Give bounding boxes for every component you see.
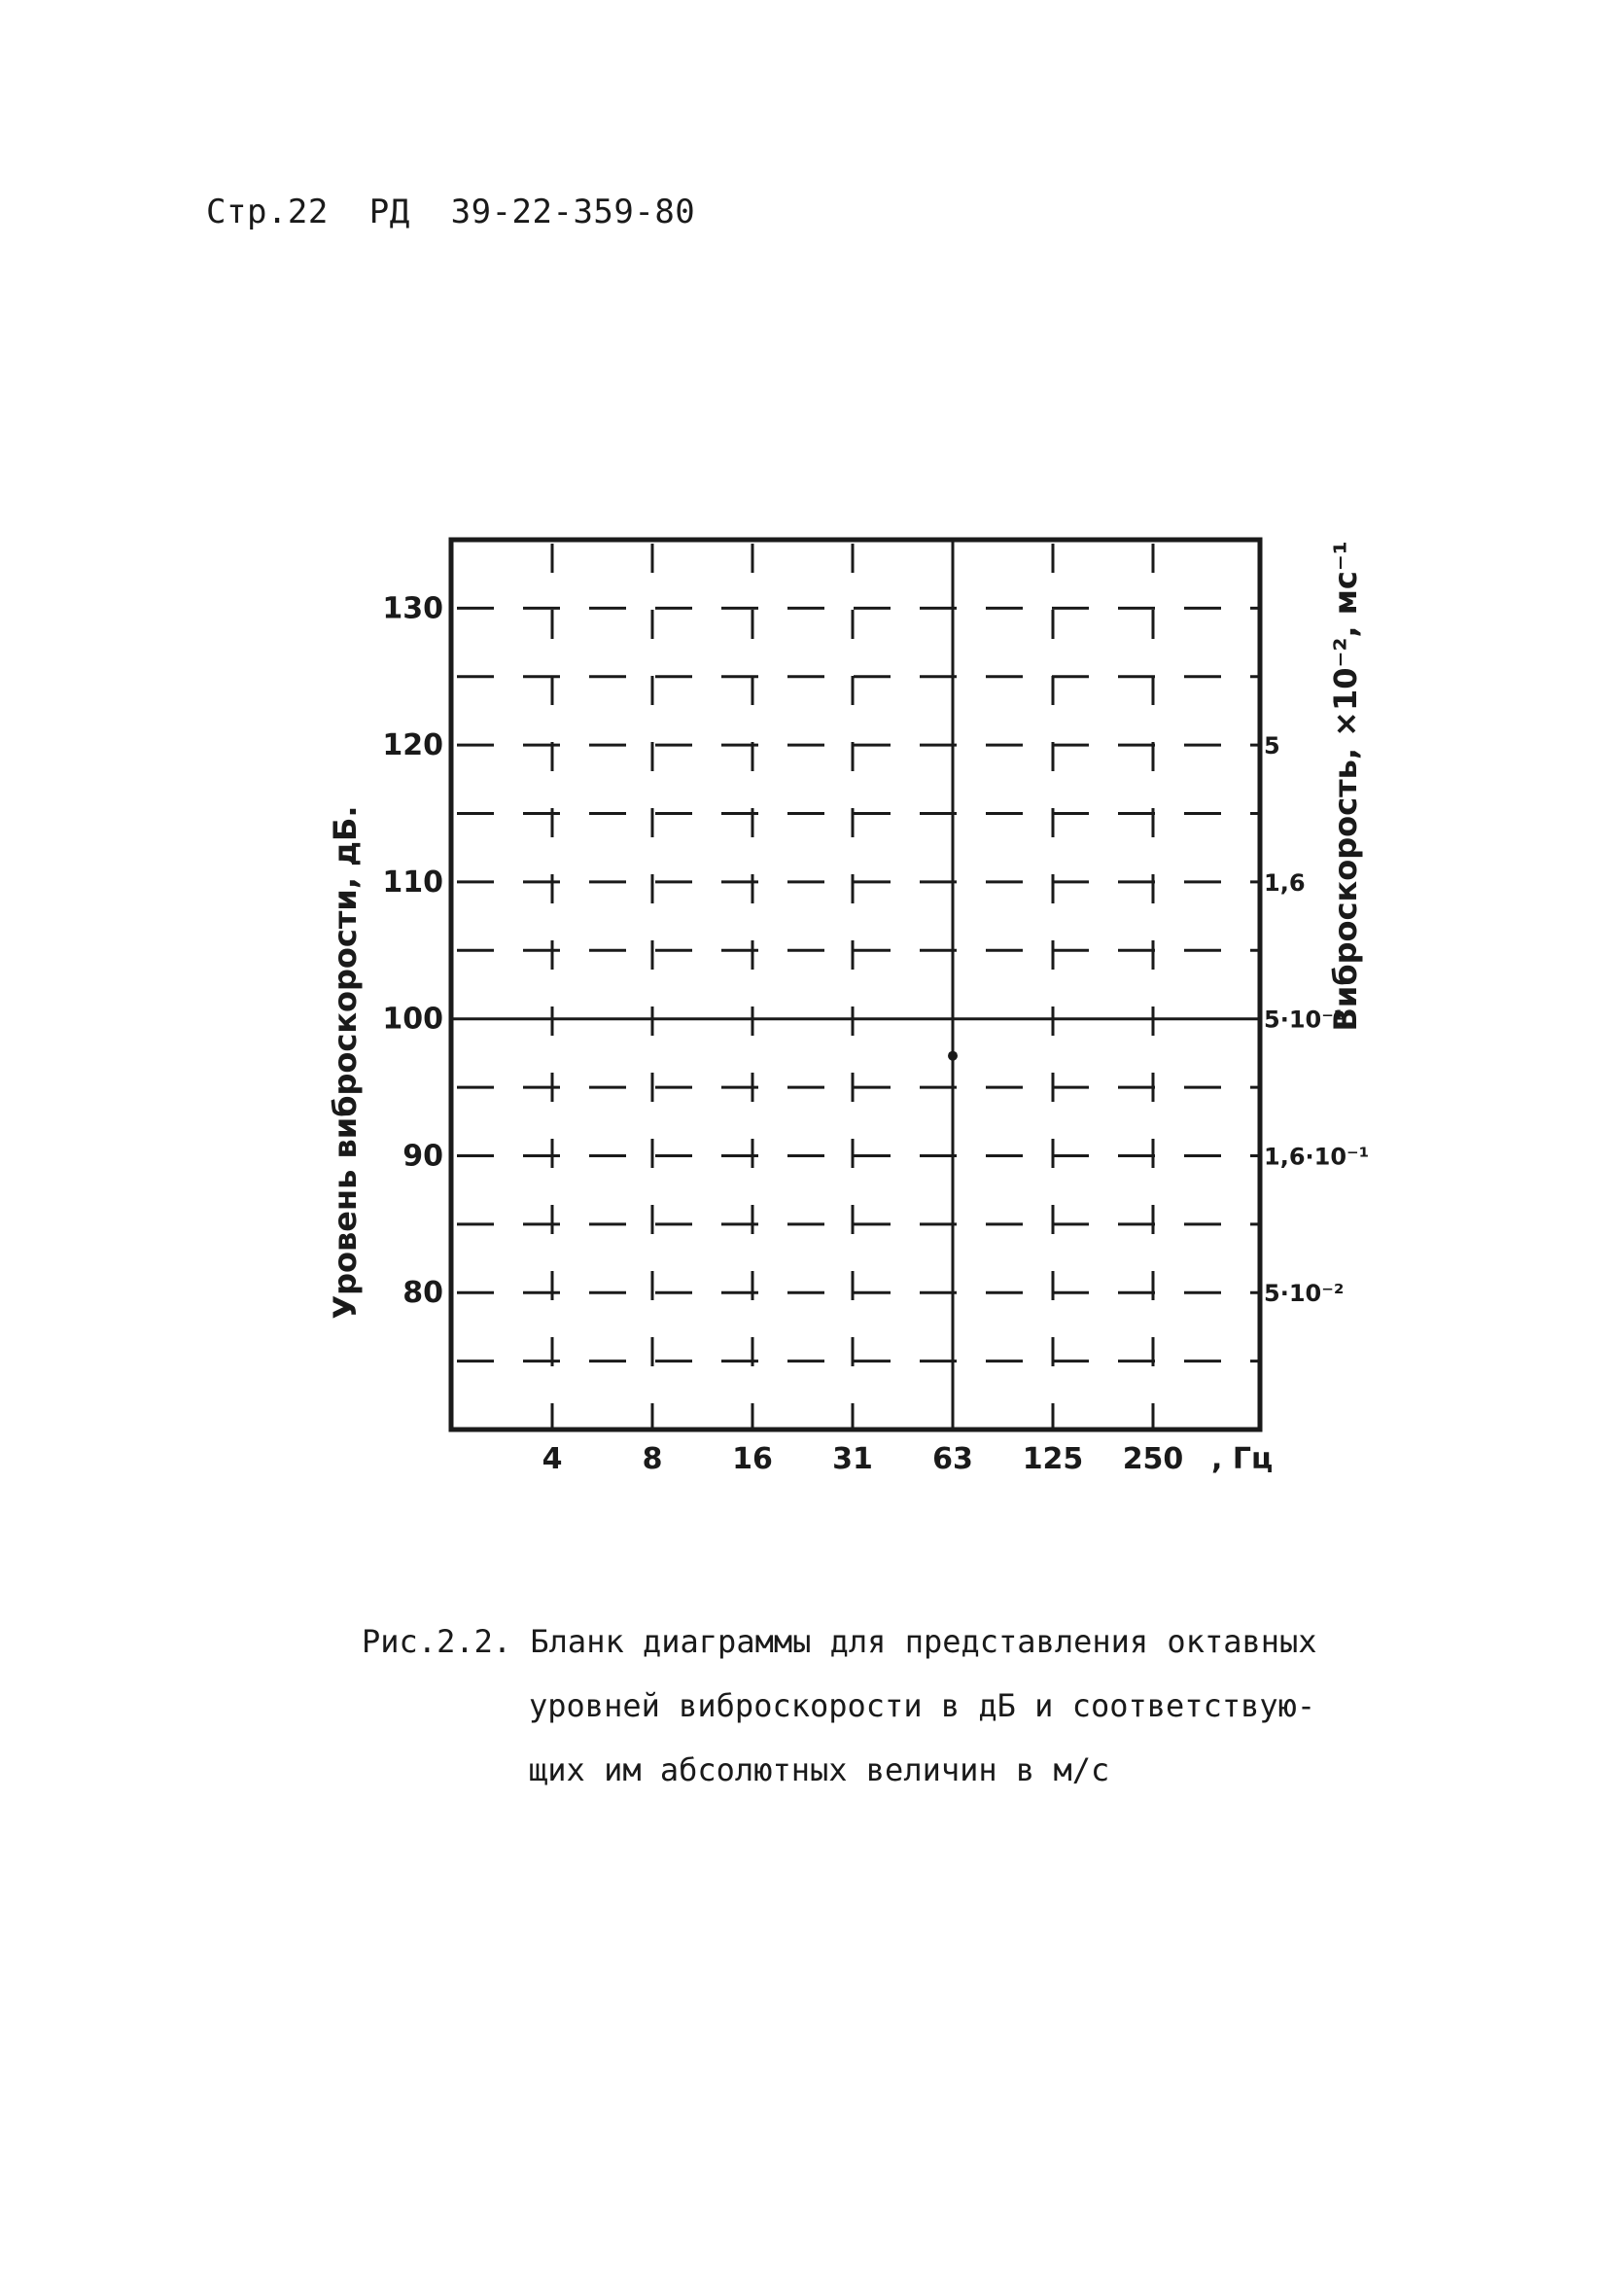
y-tick-label: 130 bbox=[382, 591, 443, 626]
reference-dot bbox=[948, 1051, 958, 1061]
figure-caption bbox=[362, 1609, 1353, 1802]
x-tick-label: 125 bbox=[1022, 1442, 1084, 1476]
vertical-gridlines bbox=[552, 540, 1153, 1430]
x-tick-label: 31 bbox=[832, 1442, 873, 1476]
caption-line-2: уровней виброскорости в дБ и соответствую- bbox=[529, 1687, 1316, 1724]
y-axis-tick-labels bbox=[382, 591, 443, 1310]
y2-tick-label: 5·10⁻¹ bbox=[1264, 1006, 1345, 1034]
x-axis-unit-label: , Гц bbox=[1211, 1442, 1274, 1476]
x-tick-label: 63 bbox=[932, 1442, 973, 1476]
x-tick-label: 8 bbox=[642, 1442, 663, 1476]
y2-tick-label: 5 bbox=[1264, 732, 1280, 760]
horizontal-gridlines bbox=[451, 608, 1260, 1360]
y-tick-label: 110 bbox=[382, 865, 443, 900]
x-tick-label: 4 bbox=[542, 1442, 563, 1476]
caption-line-3: щих им абсолютных величин в м/с bbox=[529, 1751, 1110, 1788]
x-tick-label: 16 bbox=[732, 1442, 773, 1476]
caption-line-1: Рис.2.2. Бланк диаграммы для представления октавных bbox=[362, 1623, 1317, 1660]
x-tick-label: 250 bbox=[1122, 1442, 1184, 1476]
y2-axis-title: Виброскорость, ×10⁻², мс⁻¹ bbox=[1327, 541, 1364, 1032]
y2-tick-label: 5·10⁻² bbox=[1264, 1280, 1345, 1308]
y-tick-label: 90 bbox=[402, 1139, 443, 1174]
y2-tick-label: 1,6 bbox=[1264, 868, 1306, 897]
y-tick-label: 80 bbox=[402, 1276, 443, 1311]
solid-reference-lines bbox=[451, 540, 1260, 1430]
page-header: Стр.22 РД 39-22-359-80 bbox=[206, 193, 696, 231]
y-tick-label: 100 bbox=[382, 1002, 443, 1037]
plot-frame bbox=[451, 540, 1260, 1430]
y-tick-label: 120 bbox=[382, 728, 443, 763]
y-axis-title: Уровень виброскорости, дБ. bbox=[327, 805, 364, 1320]
y2-tick-label: 1,6·10⁻¹ bbox=[1264, 1143, 1370, 1171]
x-axis-tick-labels bbox=[542, 1442, 1184, 1476]
